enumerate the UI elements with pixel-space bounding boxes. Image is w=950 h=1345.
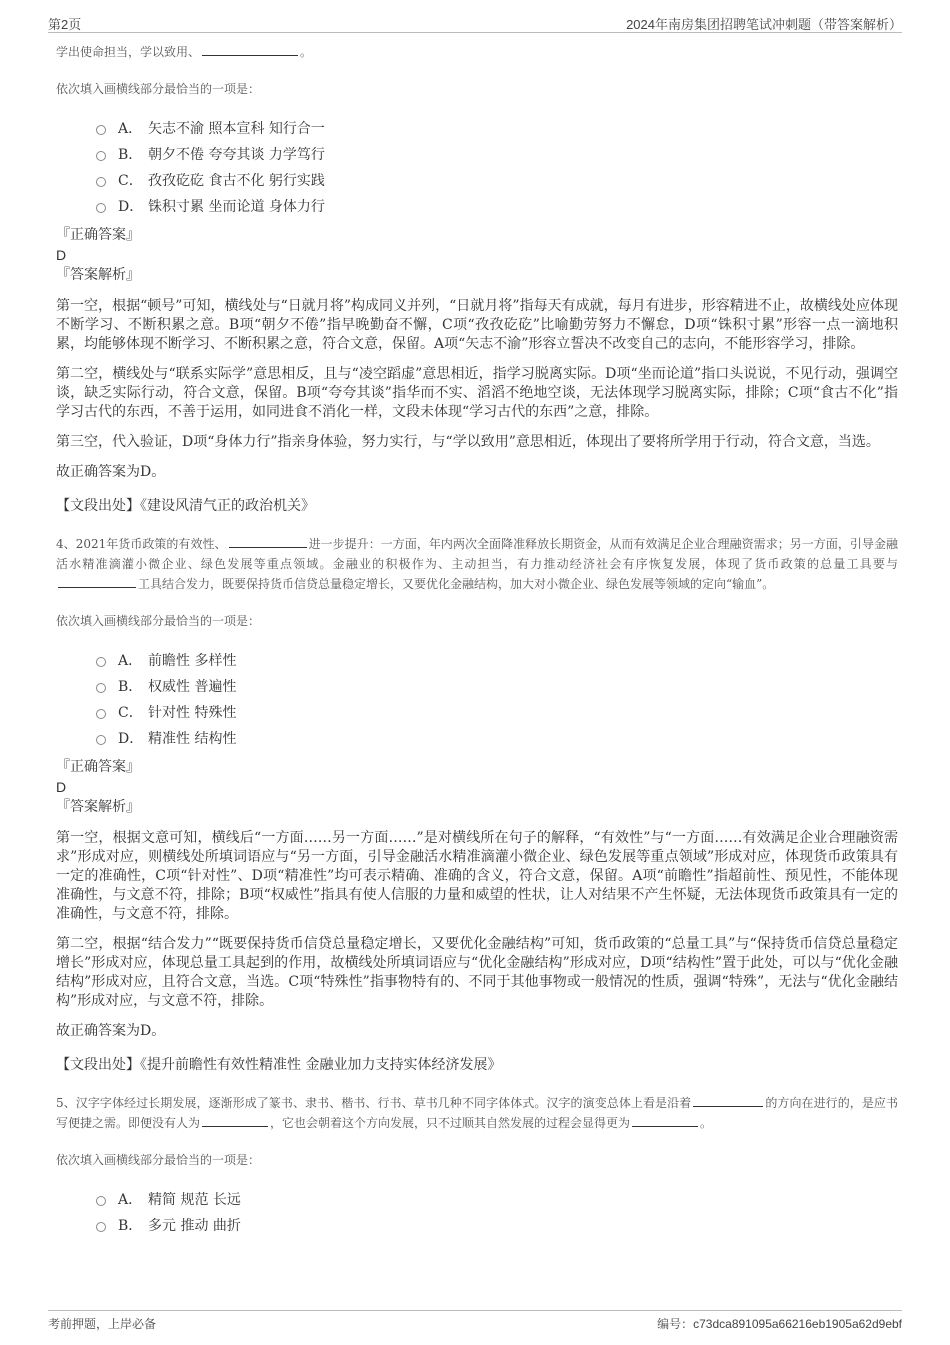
q3-prompt: 依次填入画横线部分最恰当的一项是： [56, 82, 261, 96]
q4-conclusion: 故正确答案为D。 [56, 1023, 166, 1039]
q3-analysis-label: 『答案解析』 [56, 267, 140, 283]
q3-source: 【文段出处】《建设风清气正的政治机关》 [56, 498, 315, 514]
document-title: 2024年南房集团招聘笔试冲刺题（带答案解析） [626, 17, 902, 32]
radio-icon[interactable] [96, 657, 106, 667]
q4-analysis-paragraph-1: 第一空，根据文意可知，横线后“一方面……另一方面……”是对横线所在句子的解释，“有效性”与“一方面……有效满足企业合理融资需求”形成对应，则横线处所填词语应与“另一方面，引导金融活水精准滴灌小微企业、绿色发展等重点领域”形成对应，体现货币政策具有一定的准确性，C项“针对性”、D项“精准性”均可表示精确、准确的含义，符合文意，保留。A项“前瞻性”指超前性、预见性，不能体现准确性，与文意不符，排除；B项“权威性”指具有使人信服的力量和威望的性状，让人对结果不产生怀疑，无法体现货币政策具有一定的准确性，与文意不符，排除。 [56, 830, 898, 922]
answer-blank [58, 575, 136, 588]
radio-icon[interactable] [96, 1222, 106, 1232]
page-footer [48, 1310, 902, 1335]
q3-answer: D [56, 247, 67, 263]
radio-icon[interactable] [96, 1196, 106, 1206]
document-body [56, 42, 898, 1238]
answer-blank [229, 535, 307, 548]
q3-analysis-paragraph-3: 第三空，代入验证，D项“身体力行”指亲身体验，努力实行，与“学以致用”意思相近，体现出了要将所学用于行动，符合文意，当选。 [56, 434, 880, 450]
page-number: 第2页 [48, 17, 82, 32]
footer-slogan: 考前押题，上岸必备 [48, 1317, 157, 1331]
q5-options [96, 1186, 898, 1238]
q5-prompt: 依次填入画横线部分最恰当的一项是： [56, 1153, 261, 1167]
q3-option-a[interactable]: A． 矢志不渝 照本宣科 知行合一 [96, 115, 898, 141]
radio-icon[interactable] [96, 151, 106, 161]
q3-option-c[interactable]: C． 孜孜矻矻 食古不化 躬行实践 [96, 167, 898, 193]
q3-stem-tail: 学出使命担当，学以致用、 。 [56, 45, 313, 59]
document-code: 编号：c73dca891095a66216eb1905a62d9ebf [657, 1317, 902, 1331]
q3-option-d[interactable]: D． 铢积寸累 坐而论道 身体力行 [96, 193, 898, 219]
q3-conclusion: 故正确答案为D。 [56, 464, 166, 480]
answer-blank [693, 1094, 763, 1107]
radio-icon[interactable] [96, 709, 106, 719]
q4-option-a[interactable]: A． 前瞻性 多样性 [96, 647, 898, 673]
q4-analysis-paragraph-2: 第二空，根据“结合发力”“既要保持货币信贷总量稳定增长，又要优化金融结构”可知，货币政策的“总量工具”与“保持货币信贷总量稳定增长”形成对应，体现总量工具起到的作用，故横线处所填词语应与“优化金融结构”形成对应，D项“结构性”置于此处，可以与“优化金融结构”形成对应，且符合文意，当选。C项“特殊性”指事物特有的、不同于其他事物或一般情况的性质，强调“特殊”，无法与“优化金融结构”形成对应，与文意不符，排除。 [56, 936, 898, 1009]
answer-blank [202, 1114, 268, 1127]
q4-stem: 4、2021年货币政策的有效性、 进一步提升：一方面，年内两次全面降准释放长期资金，从而有效满足企业合理融资需求；另一方面，引导金融活水精准滴灌小微企业、绿色发展等重点领域。金融业的积极作为、主动担当，有力推动经济社会有序恢复发展，体现了货币政策的总量工具要与工具结合发力，既要保持货币信贷总量稳定增长，又要优化金融结构，加大对小微企业、绿色发展等领域的定向“输血”。 [56, 537, 898, 591]
q4-answer: D [56, 779, 67, 795]
q4-prompt: 依次填入画横线部分最恰当的一项是： [56, 614, 261, 628]
q3-answer-label: 『正确答案』 [56, 227, 140, 243]
q4-options [96, 647, 898, 751]
q3-analysis-paragraph-2: 第二空，横线处与“联系实际学”意思相反，且与“凌空蹈虚”意思相近，指学习脱离实际。D项“坐而论道”指口头说说，不见行动，强调空谈，缺乏实际行动，符合文意，保留。B项“夸夸其谈”指华而不实、滔滔不绝地空谈，无法体现学习脱离实际，排除；C项“食古不化”指学习古代的东西，不善于运用，如同进食不消化一样，文段未体现“学习古代的东西”之意，排除。 [56, 366, 898, 420]
q3-options [96, 115, 898, 219]
answer-blank [202, 43, 298, 56]
radio-icon[interactable] [96, 125, 106, 135]
q4-source: 【文段出处】《提升前瞻性有效性精准性 金融业加力支持实体经济发展》 [56, 1057, 502, 1073]
q5-option-a[interactable]: A． 精简 规范 长远 [96, 1186, 898, 1212]
q4-option-b[interactable]: B． 权威性 普遍性 [96, 673, 898, 699]
q5-option-b[interactable]: B． 多元 推动 曲折 [96, 1212, 898, 1238]
radio-icon[interactable] [96, 203, 106, 213]
answer-blank [632, 1114, 698, 1127]
q3-analysis-paragraph-1: 第一空，根据“顿号”可知，横线处与“日就月将”构成同义并列，“日就月将”指每天有成就，每月有进步，形容精进不止，故横线处应体现不断学习、不断积累之意。B项“朝夕不倦”指早晚勤奋不懈，C项“孜孜矻矻”比喻勤劳努力不懈怠，D项“铢积寸累”形容一点一滴地积累，均能够体现不断学习、不断积累之意，符合文意，保留。A项“矢志不渝”形容立誓决不改变自己的志向，不能形容学习，排除。 [56, 298, 898, 352]
q4-option-d[interactable]: D． 精准性 结构性 [96, 725, 898, 751]
q5-stem: 5、汉字字体经过长期发展，逐渐形成了篆书、隶书、楷书、行书、草书几种不同字体体式。汉字的演变总体上看是沿着 的方向在进行的，是应书写便捷之需。即便没有人为 ，它也会朝着这个方向发展，只不过顺其自然发展的过程会显得更为 。 [56, 1096, 898, 1130]
radio-icon[interactable] [96, 735, 106, 745]
q3-option-b[interactable]: B． 朝夕不倦 夸夸其谈 力学笃行 [96, 141, 898, 167]
q4-analysis-label: 『答案解析』 [56, 799, 140, 815]
radio-icon[interactable] [96, 177, 106, 187]
radio-icon[interactable] [96, 683, 106, 693]
page-header [48, 14, 902, 33]
q4-answer-label: 『正确答案』 [56, 759, 140, 775]
q4-option-c[interactable]: C． 针对性 特殊性 [96, 699, 898, 725]
